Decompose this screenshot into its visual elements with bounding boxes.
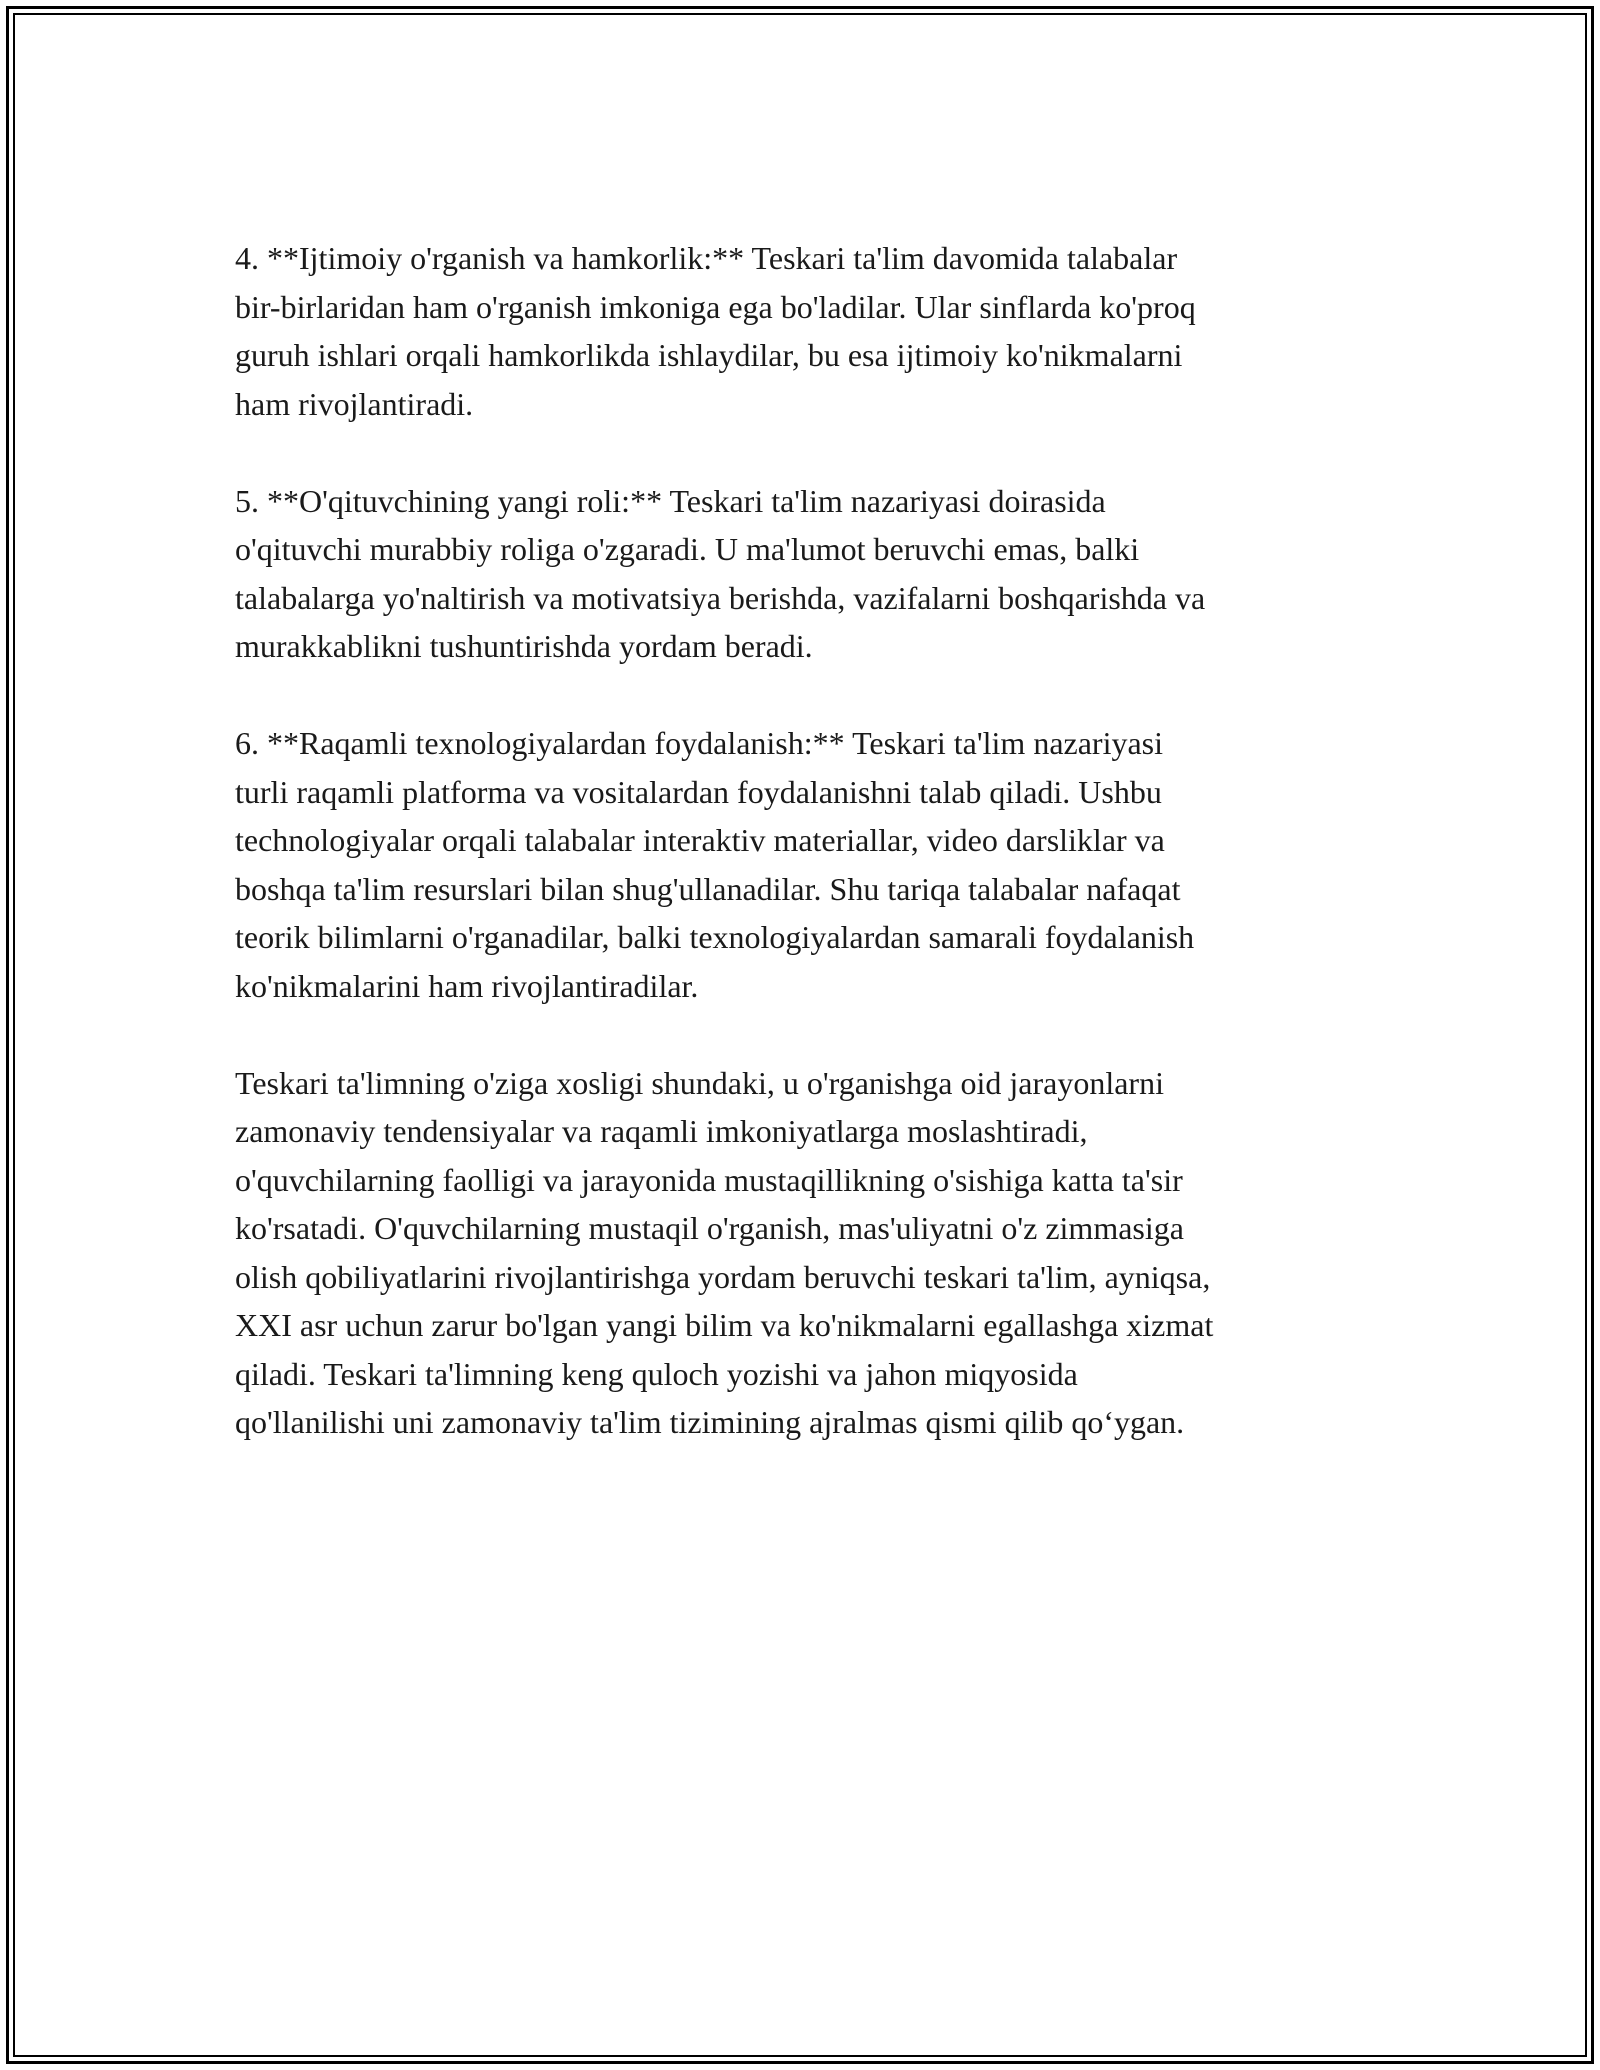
paragraph-digital-technologies: 6. **Raqamli texnologiyalardan foydalanish:** Teskari ta'lim nazariyasi turli raqamli platforma va vositalardan foydalanishni talab qiladi. Ushbu technologiyalar orqali talabalar interaktiv materiallar, video darsliklar va boshqa ta'lim resurslari bilan shug'ullanadilar. Shu tariqa talabalar nafaqat teorik bilimlarni o'rganadilar, balki texnologiyalardan samarali foydalanish ko'nikmalarini ham rivojlantiradilar. [235, 725, 1195, 1004]
paragraph-conclusion: Teskari ta'limning o'ziga xosligi shundaki, u o'rganishga oid jarayonlarni zamonaviy tendensiyalar va raqamli imkoniyatlarga moslashtiradi, o'quvchilarning faolligi va jarayonida mustaqillikning o'sishiga katta ta'sir ko'rsatadi. O'quvchilarning mustaqil o'rganish, mas'uliyatni o'z zimmasiga olish qobiliyatlarini rivojlantirishga yordam beruvchi teskari ta'lim, ayniqsa, XXI asr uchun zarur bo'lgan yangi bilim va ko'nikmalarni egallashga xizmat qiladi. Teskari ta'limning keng quloch yozishi va jahon miqyosida qo'llanilishi uni zamonaviy ta'lim tizimining ajralmas qismi qilib qo‘ygan. [235, 1064, 1214, 1440]
document-body [235, 234, 1365, 1447]
paragraph-social-learning: 4. **Ijtimoiy o'rganish va hamkorlik:** Teskari ta'lim davomida talabalar bir-birlaridan ham o'rganish imkoniga ega bo'ladilar. Ular sinflarda ko'proq guruh ishlari orqali hamkorlikda ishlaydilar, bu esa ijtimoiy ko'nikmalarni ham rivojlantiradi. [235, 240, 1196, 422]
paragraph-teacher-role: 5. **O'qituvchining yangi roli:** Teskari ta'lim nazariyasi doirasida o'qituvchi murabbiy roliga o'zgaradi. U ma'lumot beruvchi emas, balki talabalarga yo'naltirish va motivatsiya berishda, vazifalarni boshqarishda va murakkablikni tushuntirishda yordam beradi. [235, 482, 1206, 664]
